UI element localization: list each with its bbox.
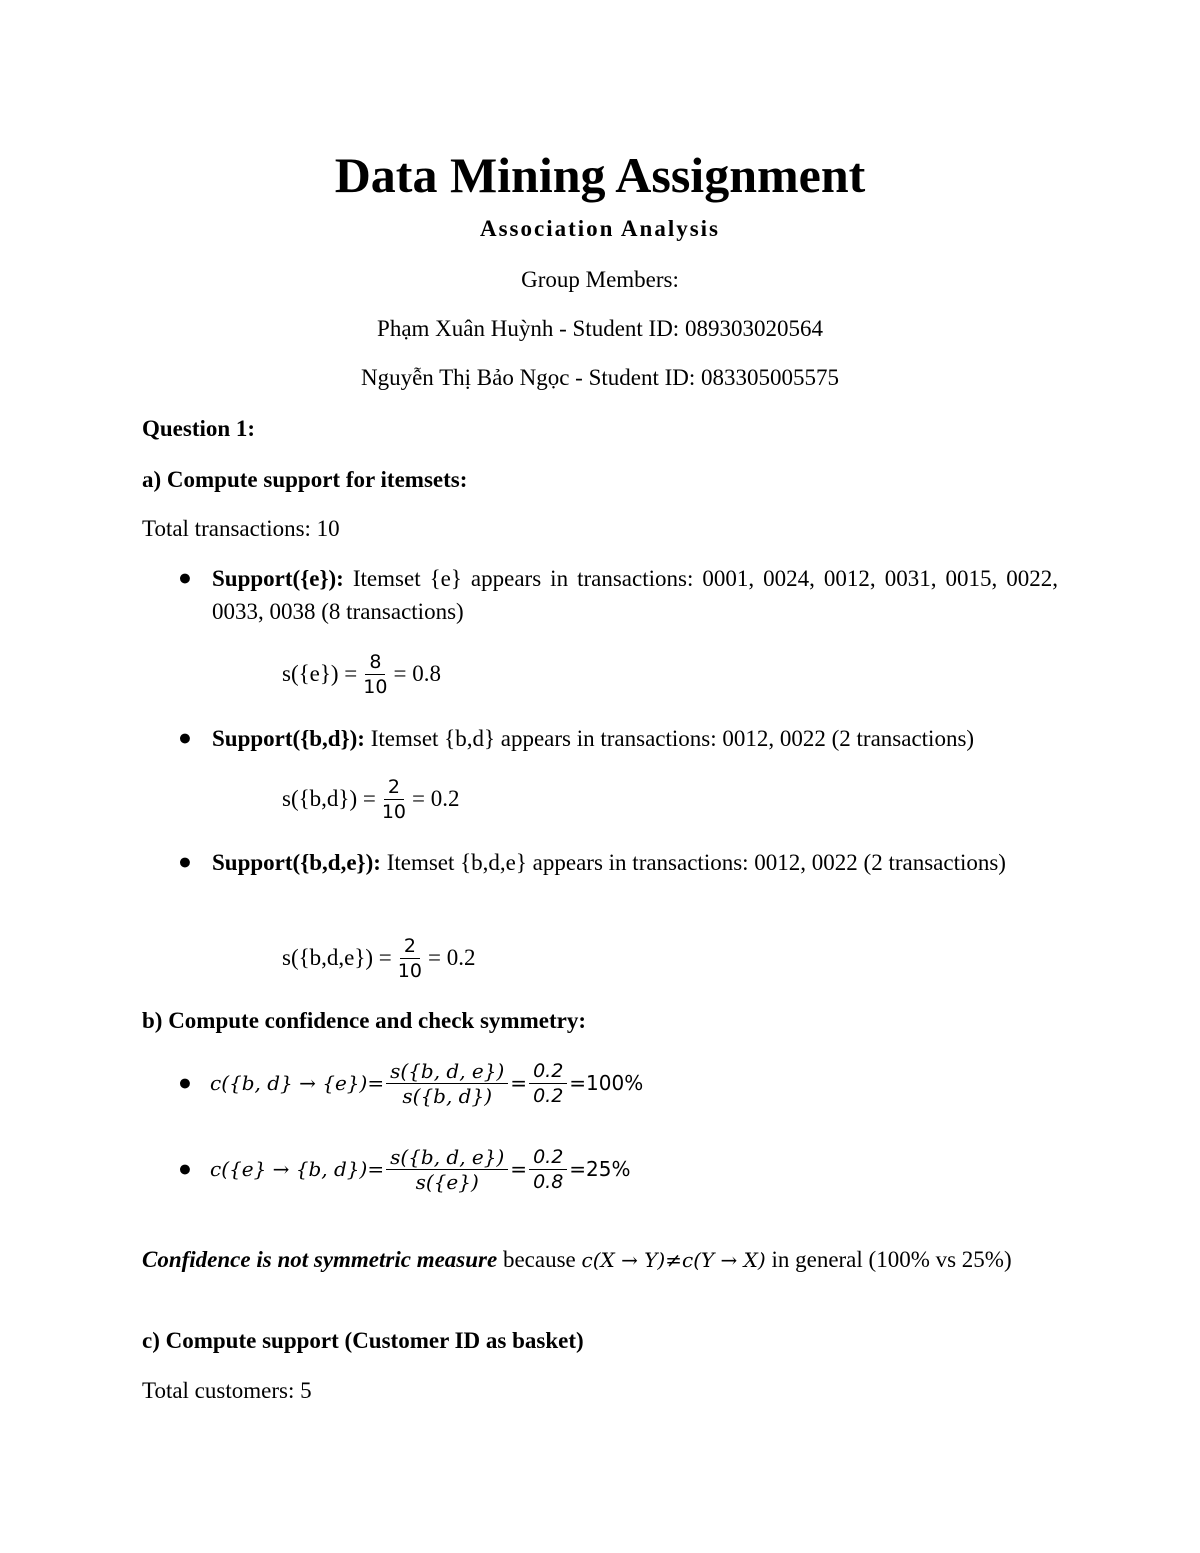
formula-rhs: = 0.2 xyxy=(427,945,476,970)
fraction-numerator: s({b, d, e}) xyxy=(386,1145,508,1170)
bullet-icon: ● xyxy=(178,1070,192,1095)
support-bde-text: Itemset {b,d,e} appears in transactions: 0012, 0022 (2 transactions) xyxy=(380,850,1006,875)
fraction-denominator: 0.2 xyxy=(533,1084,564,1107)
formula-lhs: c({e} → {b, d})= xyxy=(210,1157,385,1181)
formula-result: =100% xyxy=(569,1071,644,1095)
page-title: Data Mining Assignment xyxy=(334,147,866,203)
conclusion-emphasis: Confidence is not symmetric measure xyxy=(142,1247,498,1272)
group-label: Group Members: xyxy=(521,267,679,292)
fraction-denominator: s({e}) xyxy=(415,1169,479,1194)
fraction xyxy=(359,650,391,699)
member-2: Nguyễn Thị Bảo Ngọc - Student ID: 083305005575 xyxy=(360,365,840,390)
fraction xyxy=(386,1145,508,1194)
formula-lhs: c({b, d} → {e})= xyxy=(210,1071,385,1095)
total-transactions: Total transactions: 10 xyxy=(142,516,340,541)
formula-rhs: = 0.8 xyxy=(393,661,441,686)
fraction-denominator: 10 xyxy=(381,800,407,823)
page-subtitle: Association Analysis xyxy=(479,216,720,241)
fraction-denominator: 0.8 xyxy=(533,1170,564,1193)
formula-rhs: = 0.2 xyxy=(412,786,460,811)
conclusion-because: because xyxy=(497,1247,582,1272)
part-a-heading: a) Compute support for itemsets: xyxy=(142,467,468,492)
equals-sign: = xyxy=(510,1157,528,1181)
formula-result: =25% xyxy=(569,1157,631,1181)
part-b-heading: b) Compute confidence and check symmetry: xyxy=(142,1008,586,1033)
formula-lhs: s({b,d}) = xyxy=(282,786,376,811)
fraction-denominator: 10 xyxy=(363,675,388,698)
part-c-heading: c) Compute support (Customer ID as basket) xyxy=(142,1328,584,1353)
fraction-numerator: 0.2 xyxy=(529,1059,567,1084)
fraction-numerator: s({b, d, e}) xyxy=(386,1059,508,1084)
question-1-heading: Question 1: xyxy=(142,416,256,441)
bullet-icon: ● xyxy=(178,725,192,750)
support-e-formula xyxy=(282,646,441,702)
fraction-numerator: 2 xyxy=(384,775,404,800)
support-bd-formula xyxy=(282,771,460,827)
total-customers: Total customers: 5 xyxy=(142,1378,312,1403)
bullet-icon: ● xyxy=(178,849,192,874)
support-bde-label: Support({b,d,e}): xyxy=(212,850,381,875)
fraction-denominator: 10 xyxy=(397,959,422,982)
conclusion-rest: in general (100% vs 25%) xyxy=(765,1247,1012,1272)
confidence-e-bd-formula xyxy=(210,1137,631,1201)
fraction xyxy=(529,1059,567,1108)
support-e-label: Support({e}): xyxy=(212,566,344,591)
formula-lhs: s({e}) = xyxy=(282,661,358,686)
support-bde-formula xyxy=(282,930,475,986)
fraction xyxy=(394,934,426,983)
bullet-icon: ● xyxy=(178,565,192,590)
fraction-numerator: 0.2 xyxy=(529,1145,567,1170)
equals-sign: = xyxy=(510,1071,528,1095)
fraction xyxy=(386,1059,508,1108)
support-bde-item xyxy=(212,846,1058,879)
support-bd-item xyxy=(212,722,1058,755)
fraction xyxy=(529,1145,567,1194)
symmetry-conclusion xyxy=(142,1243,1058,1277)
member-1: Phạm Xuân Huỳnh - Student ID: 089303020564 xyxy=(377,316,823,341)
bullet-icon: ● xyxy=(178,1156,192,1181)
support-e-text: Itemset {e} appears in transactions: 0001, 0024, 0012, 0031, 0015, 0022, 0033, 0038 (8 transactions) xyxy=(212,566,1058,624)
fraction-numerator: 8 xyxy=(365,650,385,675)
confidence-bd-e-formula xyxy=(210,1051,643,1115)
formula-lhs: s({b,d,e}) = xyxy=(282,945,392,970)
fraction xyxy=(378,775,410,824)
fraction-denominator: s({b, d}) xyxy=(402,1083,493,1108)
conclusion-math: c(X → Y)≠c(Y → X) xyxy=(581,1248,766,1272)
support-e-item xyxy=(212,562,1058,628)
support-bd-label: Support({b,d}): xyxy=(212,726,365,751)
fraction-numerator: 2 xyxy=(400,934,420,959)
support-bd-text: Itemset {b,d} appears in transactions: 0012, 0022 (2 transactions) xyxy=(364,726,975,751)
